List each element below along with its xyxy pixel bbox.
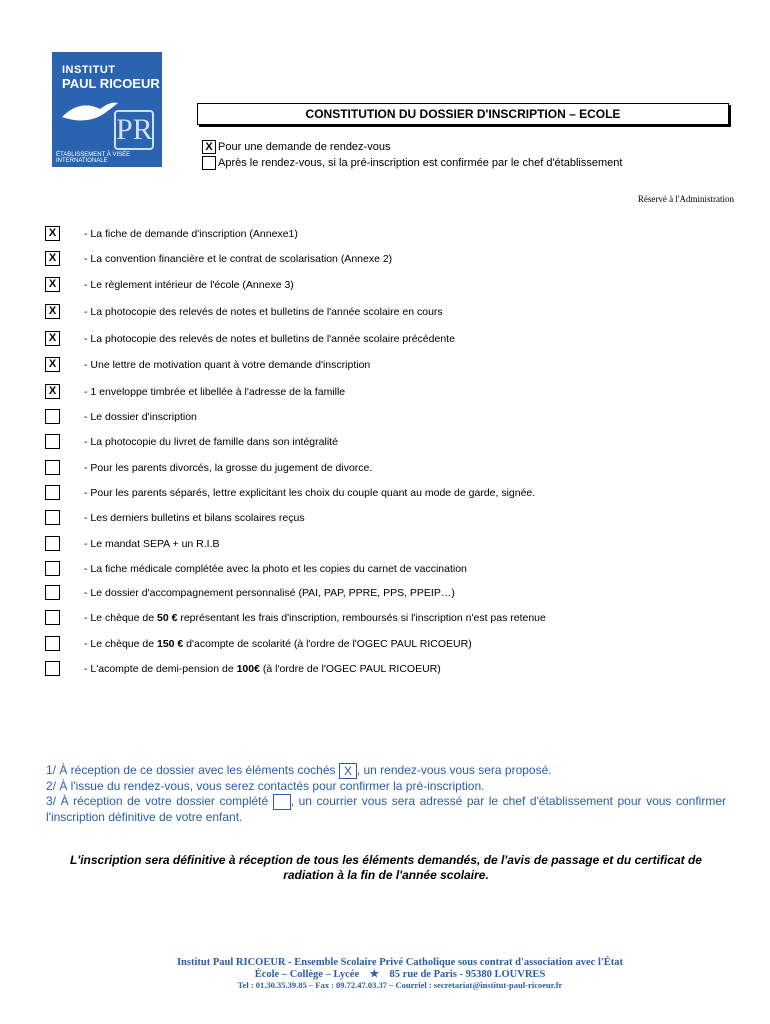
option-rendez-vous[interactable] xyxy=(202,140,390,154)
checklist-item[interactable] xyxy=(45,409,745,424)
checklist-item[interactable] xyxy=(45,561,745,576)
item-checkbox[interactable]: X xyxy=(45,251,60,266)
item-checkbox[interactable] xyxy=(45,610,60,625)
item-checkbox[interactable]: X xyxy=(45,226,60,241)
item-checkbox[interactable] xyxy=(45,536,60,551)
institut-logo xyxy=(52,52,162,167)
footer-line3: Tel : 01.30.35.39.85 – Fax : 09.72.47.03.37 – Courriel : secretariat@institut-paul-ricoeur.fr xyxy=(237,980,563,990)
checklist-item[interactable] xyxy=(45,585,745,600)
item-label: - La photocopie du livret de famille dans son intégralité xyxy=(84,435,338,448)
option-label: Après le rendez-vous, si la pré-inscription est confirmée par le chef d'établissement xyxy=(218,157,623,169)
checklist-item[interactable] xyxy=(45,485,745,500)
checklist-item[interactable] xyxy=(45,636,745,651)
item-checkbox[interactable] xyxy=(45,485,60,500)
bird-icon xyxy=(60,97,120,127)
footer-line1: Institut Paul RICOEUR - Ensemble Scolaire Privé Catholique sous contrat d'association avec l'État xyxy=(176,957,624,968)
checklist-item[interactable] xyxy=(45,510,745,525)
item-label: - La fiche médicale complétée avec la photo et les copies du carnet de vaccination xyxy=(84,562,467,575)
item-label: - La fiche de demande d'inscription (Annexe1) xyxy=(84,227,298,240)
checklist-item[interactable] xyxy=(45,357,745,372)
item-label: - Le chèque de 50 € représentant les frais d'inscription, remboursés si l'inscription n'est pas retenue xyxy=(84,611,546,624)
document-title: CONSTITUTION DU DOSSIER D'INSCRIPTION – ECOLE xyxy=(197,103,729,125)
item-checkbox[interactable]: X xyxy=(45,357,60,372)
item-checkbox[interactable] xyxy=(45,636,60,651)
checklist-item[interactable] xyxy=(45,331,745,346)
option-checkbox[interactable]: X xyxy=(202,140,216,154)
option-apres-rendez-vous[interactable] xyxy=(202,156,622,170)
item-checkbox[interactable] xyxy=(45,585,60,600)
note-checkbox: X xyxy=(339,763,357,779)
item-checkbox[interactable]: X xyxy=(45,331,60,346)
checklist-item[interactable] xyxy=(45,277,745,292)
instructions xyxy=(46,763,726,824)
item-checkbox[interactable] xyxy=(45,409,60,424)
item-label: - Pour les parents divorcés, la grosse du jugement de divorce. xyxy=(84,461,373,474)
footer xyxy=(100,957,700,990)
logo-line1: INSTITUT xyxy=(62,64,116,76)
item-checkbox[interactable] xyxy=(45,561,60,576)
footer-line2: École – Collège – Lycée ★ 85 rue de Paris - 95380 LOUVRES xyxy=(254,969,546,980)
final-statement: L'inscription sera définitive à réception de tous les éléments demandés, de l'avis de passage et du certificat de radiation à la fin de l'année scolaire. xyxy=(70,853,702,882)
item-label: - La photocopie des relevés de notes et bulletins de l'année scolaire en cours xyxy=(84,305,443,318)
reserve-label: Réservé à l'Administration xyxy=(637,194,734,204)
note-checkbox xyxy=(273,794,291,810)
logo-tagline: ÉTABLISSEMENT À VISÉE INTERNATIONALE xyxy=(56,152,131,164)
note-2: 2/ À l'issue du rendez-vous, vous serez contactés pour confirmer la pré-inscription. xyxy=(46,779,485,793)
note-3: 3/ À réception de votre dossier complété , un courrier vous sera adressé par le chef d'établissement pour vous confirmer l'inscription définitive de votre enfant. xyxy=(46,793,726,824)
checklist-item[interactable] xyxy=(45,226,745,241)
checklist-item[interactable] xyxy=(45,661,745,676)
logo-line2: PAUL RICOEUR xyxy=(62,76,160,91)
checklist-item[interactable] xyxy=(45,610,745,625)
option-checkbox[interactable] xyxy=(202,156,216,170)
item-label: - La convention financière et le contrat de scolarisation (Annexe 2) xyxy=(84,252,393,265)
item-checkbox[interactable]: X xyxy=(45,384,60,399)
item-label: - Les derniers bulletins et bilans scolaires reçus xyxy=(84,511,305,524)
checklist-item[interactable] xyxy=(45,384,745,399)
note-1: 1/ À réception de ce dossier avec les éléments cochés X , un rendez-vous vous sera proposé. xyxy=(46,763,552,778)
item-label: - Le chèque de 150 € d'acompte de scolarité (à l'ordre de l'OGEC PAUL RICOEUR) xyxy=(84,637,472,650)
item-label: - Le dossier d'accompagnement personnalisé (PAI, PAP, PPRE, PPS, PPEIP…) xyxy=(84,586,455,599)
item-label: - L'acompte de demi-pension de 100€ (à l'ordre de l'OGEC PAUL RICOEUR) xyxy=(84,662,441,675)
checklist-item[interactable] xyxy=(45,460,745,475)
star-icon: ★ xyxy=(369,969,380,980)
item-checkbox[interactable] xyxy=(45,661,60,676)
checklist-item[interactable] xyxy=(45,536,745,551)
checklist-item[interactable] xyxy=(45,304,745,319)
item-label: - Pour les parents séparés, lettre explicitant les choix du couple quant au mode de garde, signée. xyxy=(84,486,536,499)
logo-monogram: PR xyxy=(114,110,154,150)
item-checkbox[interactable] xyxy=(45,460,60,475)
checklist-item[interactable] xyxy=(45,251,745,266)
item-label: - 1 enveloppe timbrée et libellée à l'adresse de la famille xyxy=(84,385,346,398)
item-label: - Le dossier d'inscription xyxy=(84,410,197,423)
item-label: - La photocopie des relevés de notes et bulletins de l'année scolaire précédente xyxy=(84,332,455,345)
option-label: Pour une demande de rendez-vous xyxy=(218,141,391,153)
item-label: - Le règlement intérieur de l'école (Annexe 3) xyxy=(84,278,294,291)
item-label: - Une lettre de motivation quant à votre demande d'inscription xyxy=(84,358,371,371)
checklist-item[interactable] xyxy=(45,434,745,449)
item-checkbox[interactable] xyxy=(45,434,60,449)
item-checkbox[interactable]: X xyxy=(45,304,60,319)
item-checkbox[interactable]: X xyxy=(45,277,60,292)
item-checkbox[interactable] xyxy=(45,510,60,525)
item-label: - Le mandat SEPA + un R.I.B xyxy=(84,537,220,550)
